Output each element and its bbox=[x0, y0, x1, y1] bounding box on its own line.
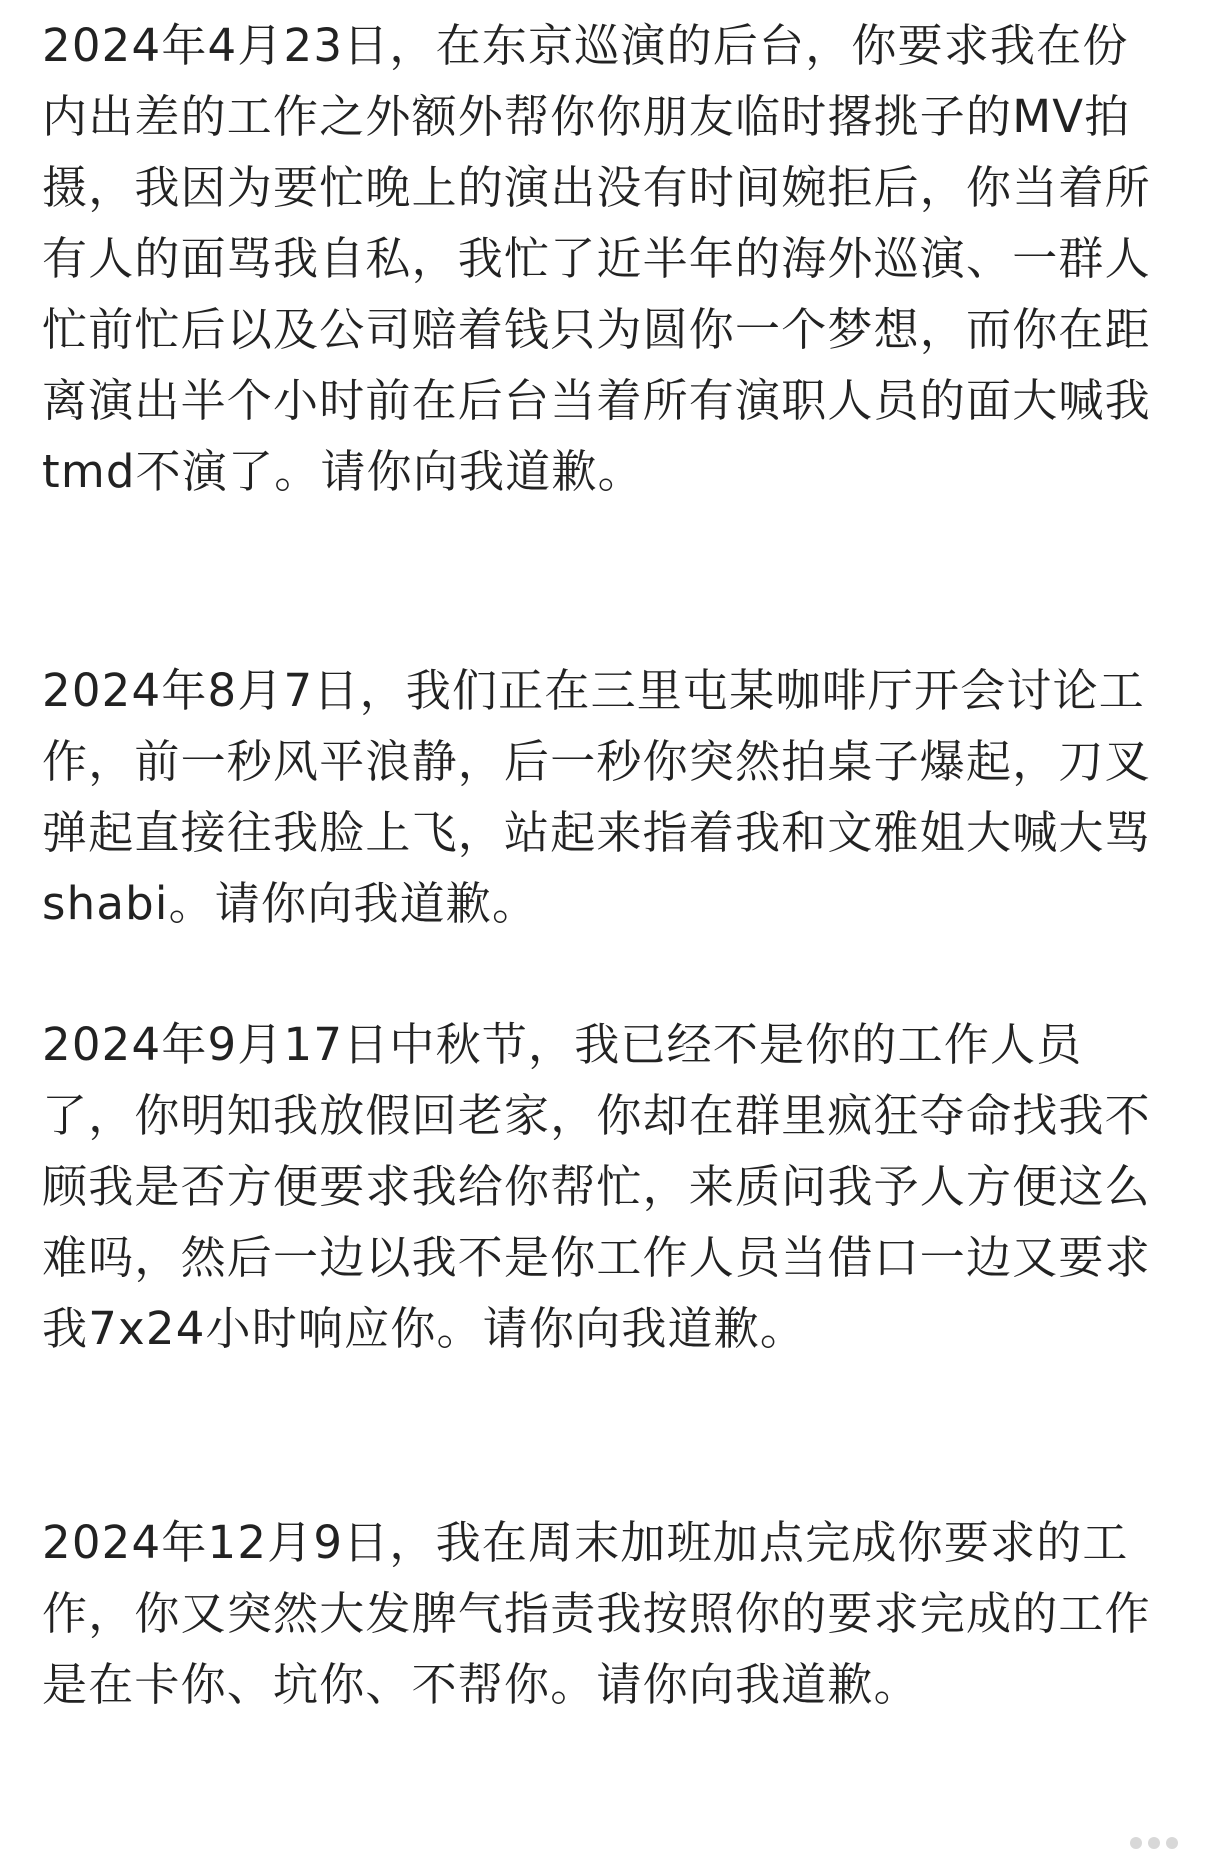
paragraph-4: 2024年12月9日，我在周末加班加点完成你要求的工作，你又突然大发脾气指责我按照你的要求完成的工作是在卡你、坑你、不帮你。请你向我道歉。 bbox=[42, 1516, 1151, 1711]
watermark-dots-icon bbox=[1114, 1832, 1178, 1854]
paragraph-1: 2024年4月23日，在东京巡演的后台，你要求我在份内出差的工作之外额外帮你你朋友临时撂挑子的MV拍摄，我因为要忙晚上的演出没有时间婉拒后，你当着所有人的面骂我自私，我忙了近半年的海外巡演、一群人忙前忙后以及公司赔着钱只为圆你一个梦想，而你在距离演出半个小时前在后台当着所有演职人员的面大喊我tmd不演了。请你向我道歉。 bbox=[42, 19, 1151, 498]
paragraph-3: 2024年9月17日中秋节，我已经不是你的工作人员了，你明知我放假回老家，你却在群里疯狂夺命找我不顾我是否方便要求我给你帮忙，来质问我予人方便这么难吗，然后一边以我不是你工作人员当借口一边又要求我7x24小时响应你。请你向我道歉。 bbox=[42, 1018, 1151, 1355]
paragraph-2: 2024年8月7日，我们正在三里屯某咖啡厅开会讨论工作，前一秒风平浪静，后一秒你突然拍桌子爆起，刀叉弹起直接往我脸上飞，站起来指着我和文雅姐大喊大骂shabi。请你向我道歉。 bbox=[42, 664, 1151, 930]
